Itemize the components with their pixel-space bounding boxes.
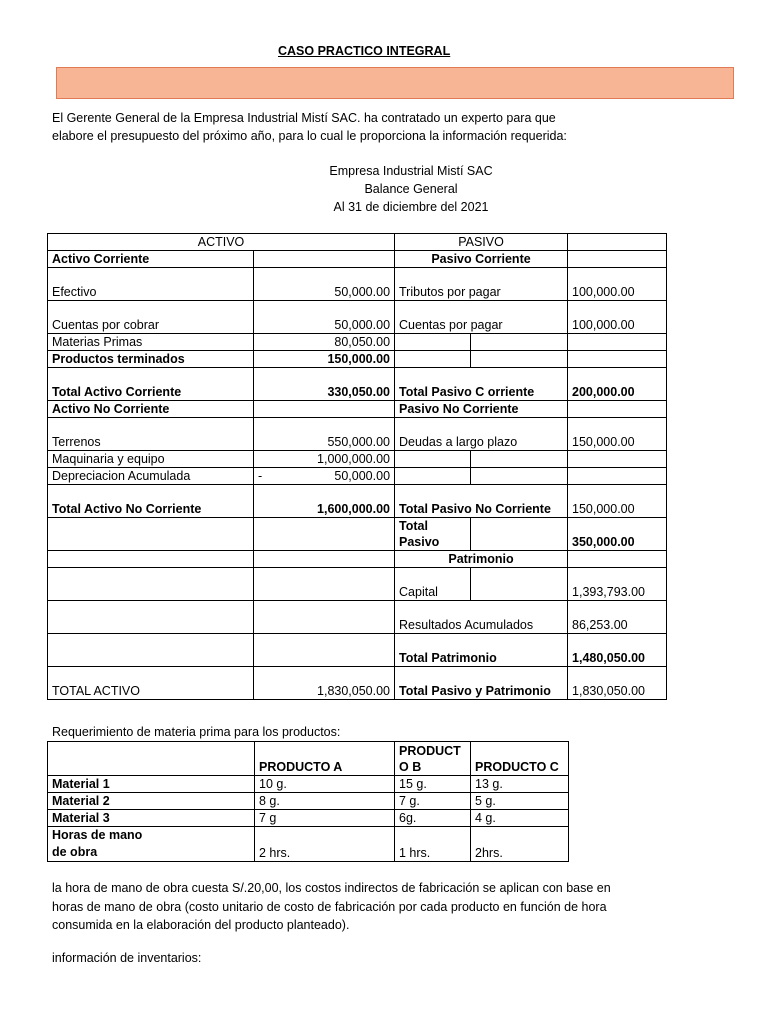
tributos-label: Tributos por pagar	[395, 268, 568, 301]
tpc-value: 200,000.00	[568, 368, 667, 401]
report-name: Balance General	[364, 182, 458, 196]
hours-label: Horas de mano de obra	[48, 827, 255, 862]
pt-label: Productos terminados	[48, 351, 254, 368]
table-row	[48, 518, 667, 551]
table-row: Material 2 8 g. 7 g. 5 g.	[48, 793, 569, 810]
pasivo-corriente-label: Pasivo Corriente	[395, 251, 568, 268]
tanc-label: Total Activo No Corriente	[48, 485, 254, 518]
dep-sign: -	[258, 469, 263, 483]
inventory-label: información de inventarios:	[52, 951, 202, 965]
mp-value: 80,050.00	[254, 334, 395, 351]
capital-value: 1,393,793.00	[568, 568, 667, 601]
table-row	[48, 418, 667, 451]
header-activo: ACTIVO	[48, 234, 395, 251]
tpnc-value: 150,000.00	[568, 485, 667, 518]
mp-label: Materias Primas	[48, 334, 254, 351]
table-row	[48, 742, 569, 776]
total-pasivo-value: 350,000.00	[568, 518, 667, 551]
cxc-label: Cuentas por cobrar	[48, 301, 254, 334]
tac-label: Total Activo Corriente	[48, 368, 254, 401]
table-row	[48, 451, 667, 468]
cxp-label: Cuentas por pagar	[395, 301, 568, 334]
table-row	[48, 368, 667, 401]
cxc-value: 50,000.00	[254, 301, 395, 334]
header-pasivo: PASIVO	[395, 234, 568, 251]
tpat-value: 1,480,050.00	[568, 634, 667, 667]
table-row	[48, 667, 667, 700]
tac-value: 330,050.00	[254, 368, 395, 401]
tpat-label: Total Patrimonio	[395, 634, 568, 667]
table-row: Horas de mano de obra 2 hrs. 1 hrs. 2hrs.	[48, 827, 569, 862]
efectivo-value: 50,000.00	[254, 268, 395, 301]
table-row	[48, 268, 667, 301]
efectivo-label: Efectivo	[48, 268, 254, 301]
report-date: Al 31 de diciembre del 2021	[333, 200, 489, 214]
terrenos-value: 550,000.00	[254, 418, 395, 451]
header-producto-a: PRODUCTO A	[255, 742, 395, 776]
balance-sheet-table	[47, 233, 667, 700]
maq-label: Maquinaria y equipo	[48, 451, 254, 468]
table-row	[48, 401, 667, 418]
pnc-label: Pasivo No Corriente	[395, 401, 568, 418]
capital-label: Capital	[395, 568, 471, 601]
table-row: Material 3 7 g 6g. 4 g.	[48, 810, 569, 827]
table-row	[48, 568, 667, 601]
table-row	[48, 485, 667, 518]
ra-label: Resultados Acumulados	[395, 601, 568, 634]
activo-corriente-label: Activo Corriente	[48, 251, 254, 268]
table-row	[48, 351, 667, 368]
tpp-label: Total Pasivo y Patrimonio	[395, 667, 568, 700]
total-activo-value: 1,830,050.00	[254, 667, 395, 700]
deudas-label: Deudas a largo plazo	[395, 418, 568, 451]
tributos-value: 100,000.00	[568, 268, 667, 301]
requirements-table	[47, 741, 569, 862]
table-row	[48, 234, 667, 251]
header-producto-c: PRODUCTO C	[471, 742, 569, 776]
maq-value: 1,000,000.00	[254, 451, 395, 468]
table-row	[48, 334, 667, 351]
ra-value: 86,253.00	[568, 601, 667, 634]
tpc-label: Total Pasivo C orriente	[395, 368, 568, 401]
table-row	[48, 601, 667, 634]
tpp-value: 1,830,050.00	[568, 667, 667, 700]
labor-cost-note: la hora de mano de obra cuesta S/.20,00, los costos indirectos de fabricación se aplican con base en horas de mano de obra (costo unitario de costo de fabricación por cada producto en función de hora consumida en la elaboración del producto planteado).	[52, 881, 611, 932]
tpnc-label: Total Pasivo No Corriente	[395, 485, 568, 518]
table-row	[48, 251, 667, 268]
table-row	[48, 468, 667, 485]
company-name: Empresa Industrial Mistí SAC	[329, 164, 493, 178]
anc-label: Activo No Corriente	[48, 401, 254, 418]
table-row	[48, 634, 667, 667]
table-row: Material 1 10 g. 15 g. 13 g.	[48, 776, 569, 793]
dep-label: Depreciacion Acumulada	[48, 468, 254, 485]
table-row	[48, 551, 667, 568]
requirements-label: Requerimiento de materia prima para los productos:	[52, 725, 341, 739]
highlight-bar	[56, 67, 734, 99]
intro-paragraph: El Gerente General de la Empresa Industrial Mistí SAC. ha contratado un experto para que elabore el presupuesto del próximo año, para lo cual le proporciona la información requerida:	[52, 111, 567, 143]
table-row	[48, 301, 667, 334]
pt-value: 150,000.00	[254, 351, 395, 368]
deudas-value: 150,000.00	[568, 418, 667, 451]
header-producto-b: PRODUCT O B	[395, 742, 471, 776]
total-pasivo-label: Total Pasivo	[395, 518, 471, 551]
dep-amount: 50,000.00	[334, 469, 391, 483]
tanc-value: 1,600,000.00	[254, 485, 395, 518]
terrenos-label: Terrenos	[48, 418, 254, 451]
document-title: CASO PRACTICO INTEGRAL	[278, 44, 451, 58]
patrimonio-label: Patrimonio	[395, 551, 568, 568]
total-activo-label: TOTAL ACTIVO	[48, 667, 254, 700]
dep-value	[254, 468, 395, 485]
cxp-value: 100,000.00	[568, 301, 667, 334]
